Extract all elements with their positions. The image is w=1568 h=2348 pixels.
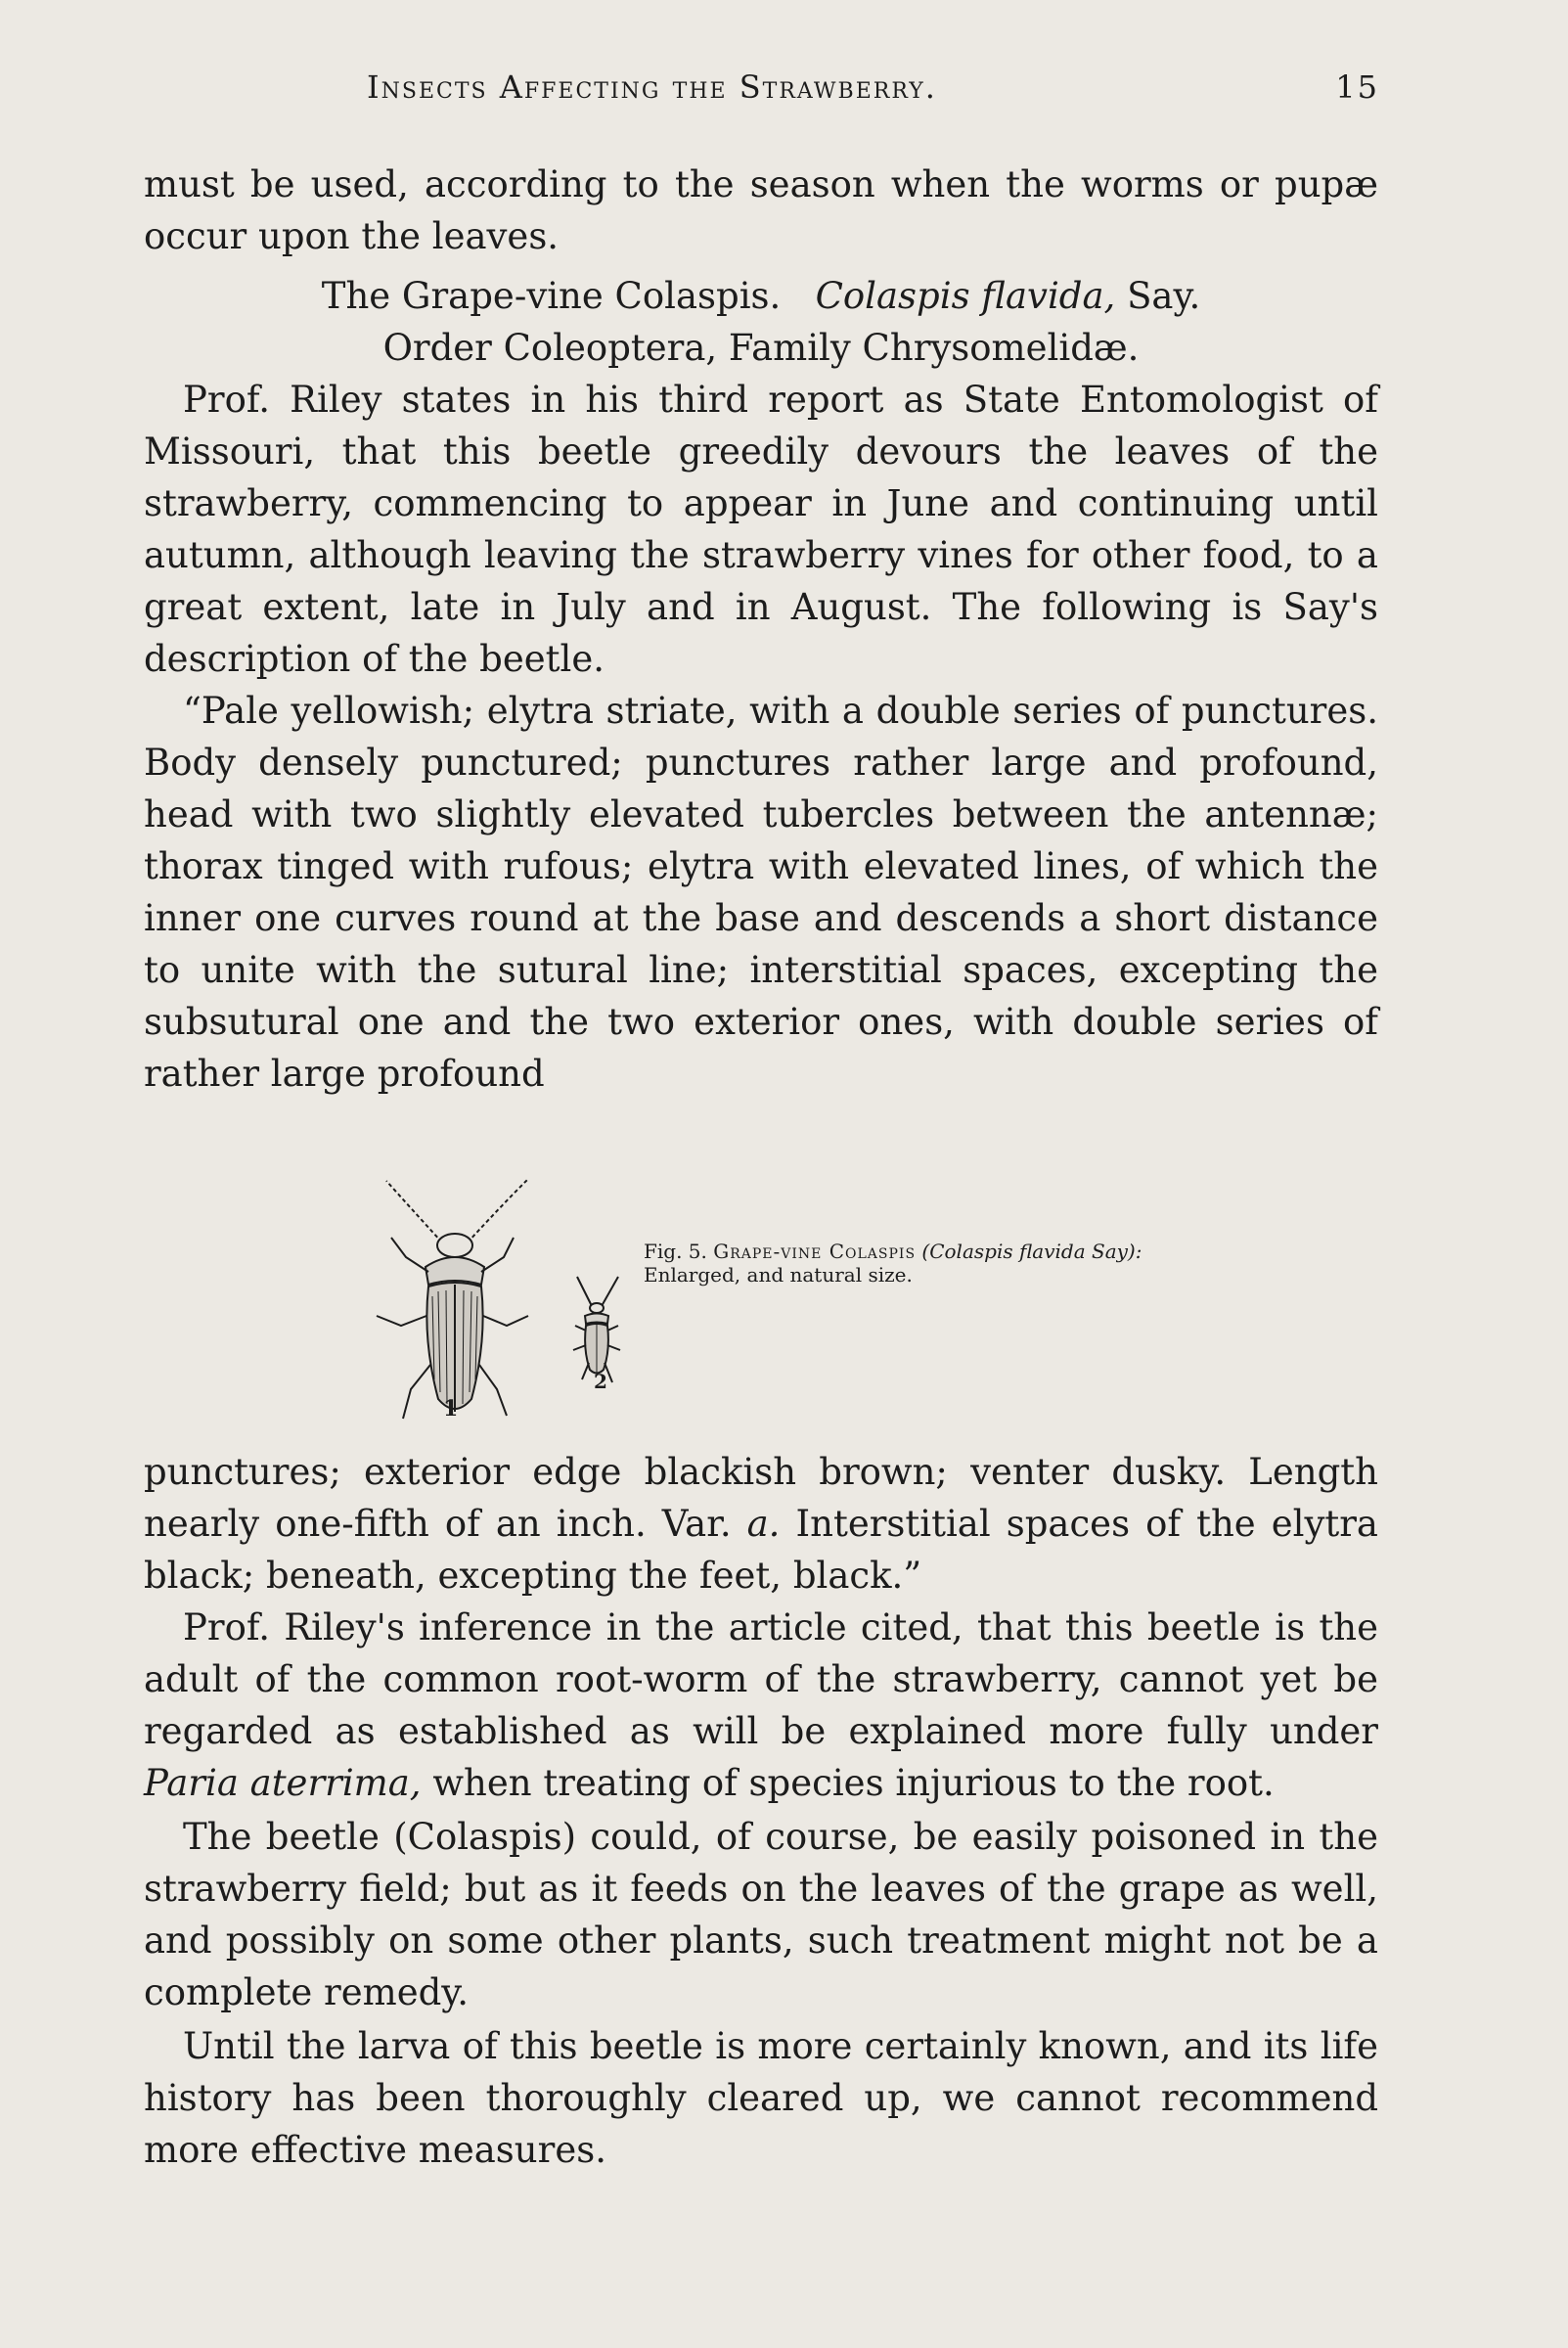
description-variety: a. [746,1503,781,1545]
caption-rest: Enlarged, and natural size. [644,1263,913,1287]
inference-latin-name: Paria aterrima, [144,1762,422,1804]
paragraph-riley-report: Prof. Riley states in his third report as State Entomologist of Missouri, that this beetle greedily devours the leaves of the strawberry, commencing to appear in June and continuing until autumn, although leaving the strawberry vines for other food, to a great extent, late in July and in August. The following is Say's description of the beetle. [144,379,1378,680]
beetle-enlarged-drawing [377,1179,528,1419]
caption-latin-name: (Colaspis flavida Say): [921,1240,1142,1263]
upper-text-block [144,158,1378,1100]
beetle-natural-size-drawing [573,1277,620,1382]
paragraph-poisoning: The beetle (Colaspis) could, of course, be easily poisoned in the strawberry field; but as it feeds on the leaves of the grape as well, and possibly on some other plants, such treatment might not be a complete remedy. [144,1816,1378,2013]
paragraph-larva: Until the larva of this beetle is more certainly known, and its life history has been thoroughly cleared up, we cannot recommend more effective measures. [144,2025,1378,2171]
figure-label-2: 2 [594,1370,607,1393]
caption-common-name: Grape-vine Colaspis [713,1240,917,1263]
figure-caption [644,1240,1387,1287]
paragraph-riley-inference [144,1602,1378,1809]
running-head [142,68,1379,115]
description-end-a: punctures; exterior edge blackish brown; venter dusky. Length nearly one-fifth of an inch. Var. [144,1451,1378,1545]
caption-prefix: Fig. 5. [644,1240,707,1263]
paragraph-continuation: must be used, according to the season when the worms or pupæ occur upon the leaves. [144,163,1378,257]
paragraph-say-description: “Pale yellowish; elytra striate, with a double series of punctures. Body densely punctured; punctures rather large and profound, head with two slightly elevated tubercles between the antennæ; thorax tinged with rufous; elytra with elevated lines, of which the inner one curves round at the base and descends a short distance to unite with the sutural line; interstitial spaces, excepting the subsutural one and the two exterior ones, with double series of rather large profound [144,690,1378,1095]
description-end-b: Interstitial spaces of the elytra black; beneath, excepting the feet, black.” [144,1503,1378,1597]
paragraph-say-description-continued [144,1446,1378,1602]
inference-text-a: Prof. Riley's inference in the article cited, that this beetle is the adult of the common root-worm of the strawberry, cannot yet be regarded as established as will be explained more fully under [144,1606,1378,1752]
heading-common-name: The Grape-vine Colaspis. [321,275,782,317]
heading-author: Say. [1127,275,1201,317]
section-subheading-order: Order Coleoptera, Family Chrysomelidæ. [382,327,1140,369]
figure-label-1: 1 [443,1396,459,1422]
section-heading [144,270,1378,322]
lower-text-block [144,1446,1378,2176]
beetle-illustration [333,1169,646,1443]
running-head-title: Insects Affecting the Strawberry. [367,68,937,106]
inference-text-b: when treating of species injurious to the root. [432,1762,1275,1804]
page-number: 15 [1335,68,1379,106]
figure-5 [333,1169,1389,1443]
heading-latin-name: Colaspis flavida, [815,275,1116,317]
